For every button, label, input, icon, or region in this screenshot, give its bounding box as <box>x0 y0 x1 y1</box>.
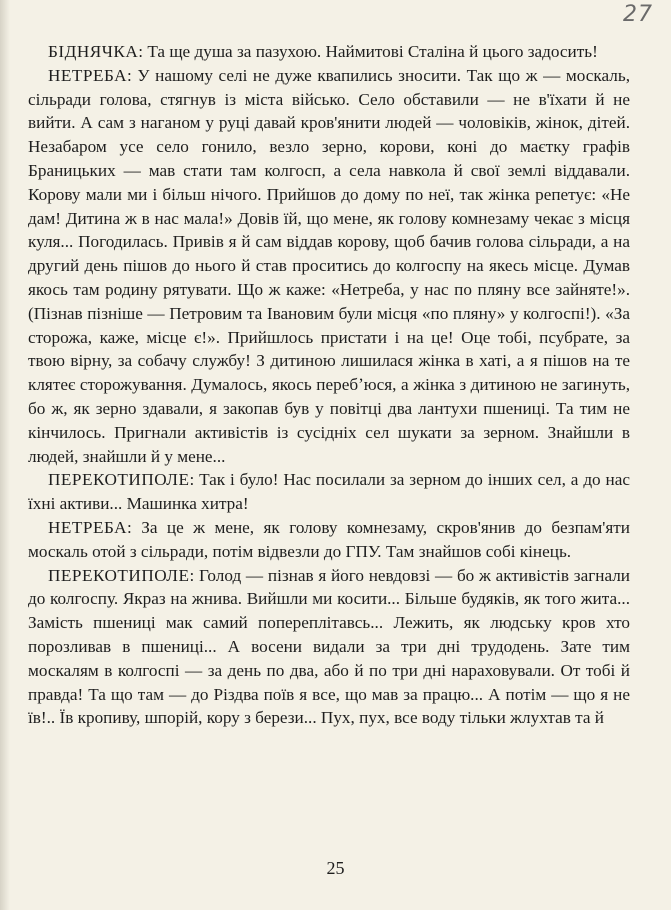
paragraph-3 <box>28 468 630 516</box>
paragraph-1 <box>28 40 630 64</box>
speaker-name: ПЕРЕКОТИПОЛЕ <box>48 565 190 585</box>
speech-text: : За це ж мене, як голову комнезаму, скров'янив до безпам'яти москаль отой з сільради, потім відвезли до ГПУ. Там знайшов собі кінець. <box>28 517 630 561</box>
page-edge-shadow <box>0 0 10 910</box>
page-number: 25 <box>326 858 345 878</box>
page-body <box>28 40 630 730</box>
speech-text: : Так і було! Нас посилали за зерном до інших сел, а до нас їхні активи... Машинка хитра! <box>28 470 630 514</box>
paragraph-5 <box>28 564 630 731</box>
paragraph-4 <box>28 516 630 564</box>
speaker-name: НЕТРЕБА <box>48 65 128 85</box>
speaker-name: БІДНЯЧКА <box>48 42 139 61</box>
handwritten-page-mark: 27 <box>623 2 653 27</box>
speech-text: : У нашому селі не дуже квапились зносити. Так що ж — москаль, сільради голова, стягнув із міста військо. Село обставили — не в'їхати й не вийти. А сам з наганом у руці давай кров'янити людей — чоловіків, жінок, дітей. Незабаром усе село гонило, везло зерно, корови, коні до маєтку графів Браницьких — мав стати там колгосп, а села навкола й свої землі віддавали. Корову мали ми і більш нічого. Прийшов до дому по неї, так жінка репетує: «Не дам! Дитина ж в нас мала!» Довів їй, що мене, як голову комнезаму чекає з місця куля... Погодилась. Привів я й сам віддав корову, щоб бачив голова сільради, а на другий день пішов до нього й став проситись до колгоспу на якесь місце. Думав якось там родину рятувати. Що ж каже: «Нетреба, у нас по пляну все зайняте!». (Пізнав пізніше — Петровим та Івановим були місця «по пляну» у колгоспі!). «За сторожа, каже, місце є!». Прийшлось пристати і на це! Оце тобі, псубрате, за твою вірну, за собачу службу! З дитиною лишилася жінка в хаті, а я пішов на те клятеє сторожування. Думалось, якось перебʼюся, а жінка з дитиною не загинуть, бо ж, як зерно здавали, я закопав був у повітці два лантухи пшениці. Та тим не кінчилось. Пригнали активістів із сусідніх сел шукати за зерном. Знайшли в людей, знайшли й у мене... <box>28 65 630 466</box>
speaker-name: НЕТРЕБА <box>48 517 128 537</box>
speech-text: : Голод — пізнав я його невдовзі — бо ж активістів загнали до колгоспу. Якраз на жнива. Вийшли ми косити... Більше будяків, як того жита... Замість пшениці мак самий попереплітавсь... Лежить, як людську кров хто порозливав в пшениці... А восени видали за три дні трудодень. Зате тим москалям в колгоспі — за день по два, або й по три дні нараховували. От тобі й правда! Та що там — до Різдва поїв я все, що мав за працю... А потім — що я не їв!.. Їв кропиву, шпорій, кору з берези... Пух, пух, все воду тільки жлухтав та й <box>28 565 630 728</box>
speaker-name: ПЕРЕКОТИПОЛЕ <box>48 470 190 490</box>
paragraph-2 <box>28 64 630 469</box>
speech-text: : Та ще душа за пазухою. Наймитові Сталіна й цього задосить! <box>138 42 598 61</box>
